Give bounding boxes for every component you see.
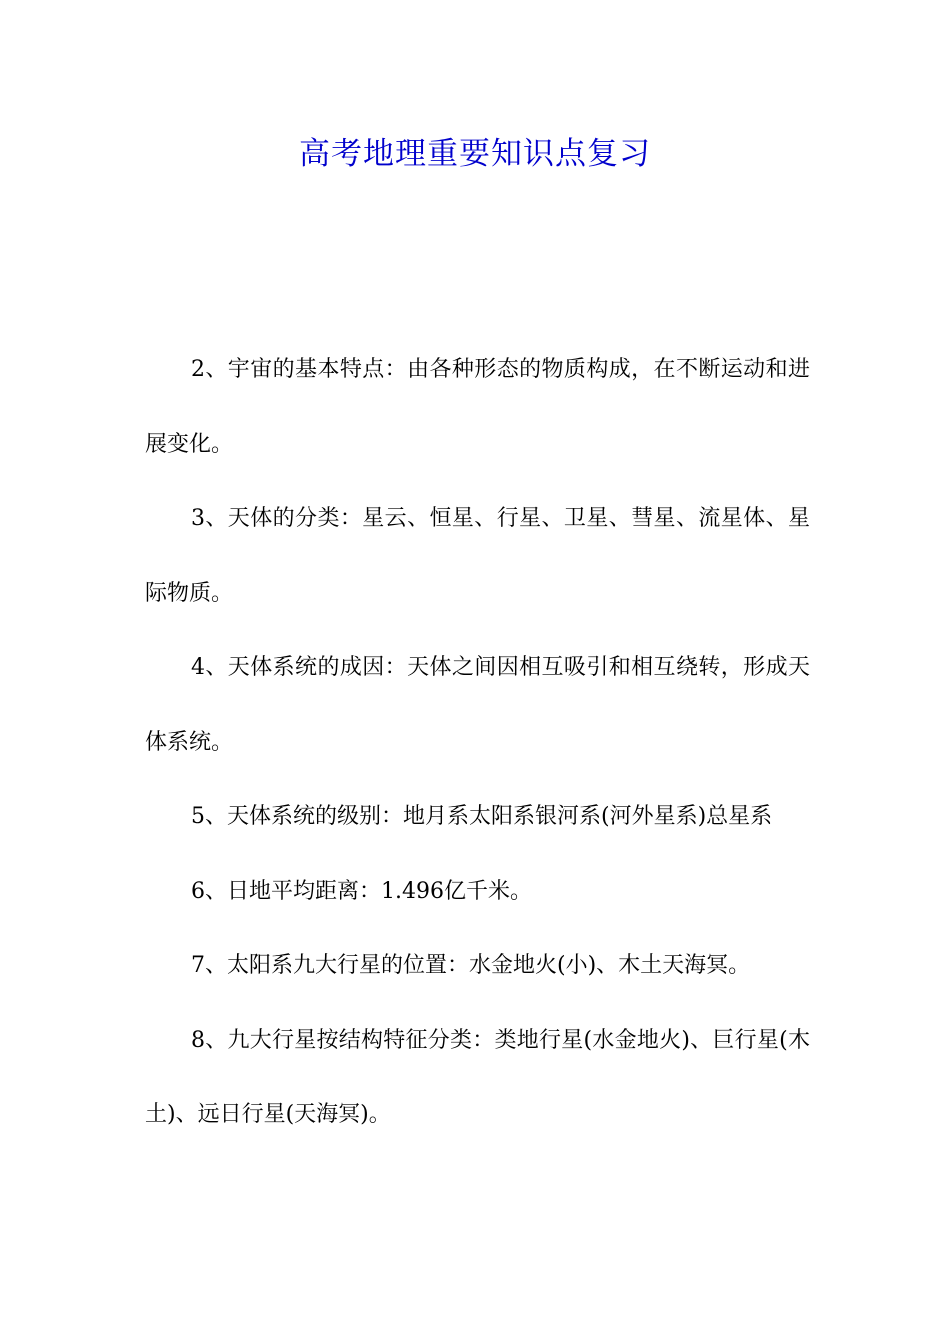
paragraph-planet-classification: 8、九大行星按结构特征分类：类地行星(水金地火)、巨行星(木土)、远日行星(天海冥)。	[145, 1027, 810, 1127]
paragraph-system-levels: 5、天体系统的级别：地月系太阳系银河系(河外星系)总星系	[191, 804, 773, 829]
document-title: 高考地理重要知识点复习	[299, 136, 651, 172]
paragraph-celestial-classification: 3、天体的分类：星云、恒星、行星、卫星、彗星、流星体、星际物质。	[145, 506, 810, 606]
paragraph-sun-earth-distance: 6、日地平均距离：1.496亿千米。	[191, 878, 532, 904]
document-body	[145, 333, 810, 1153]
paragraph-planet-positions: 7、太阳系九大行星的位置：水金地火(小)、木土天海冥。	[191, 953, 751, 978]
paragraph-universe-features: 2、宇宙的基本特点：由各种形态的物质构成，在不断运动和进展变化。	[145, 357, 810, 457]
paragraph-system-formation: 4、天体系统的成因：天体之间因相互吸引和相互绕转，形成天体系统。	[145, 655, 810, 755]
